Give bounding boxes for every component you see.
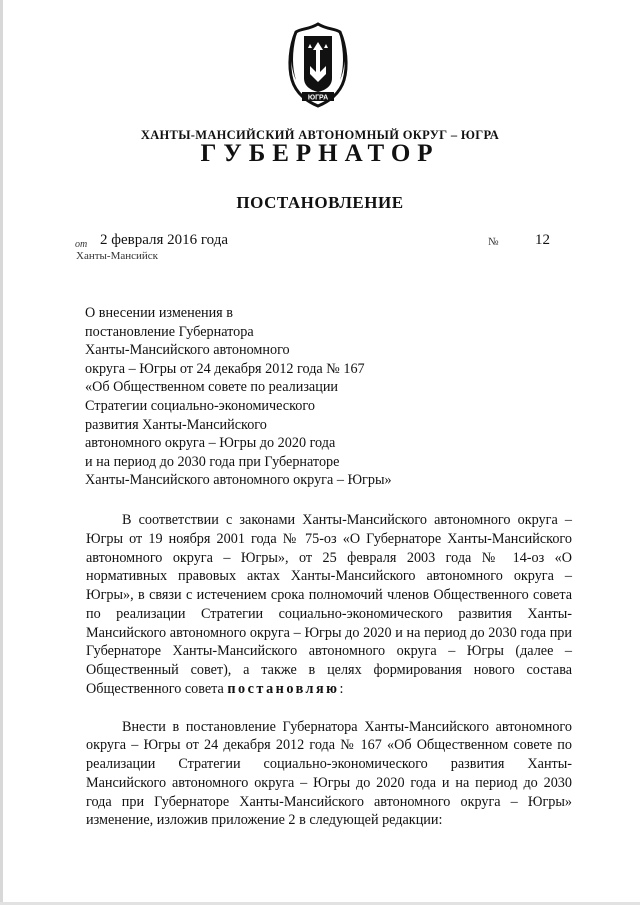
subject-line: О внесении изменения в bbox=[85, 305, 233, 321]
paragraph-1-text: В соответствии с законами Ханты-Мансийского автономного округа – Югры от 19 ноября 2001 года № 75-оз «О Губернаторе Ханты-Мансийского автономного округа – Югры», от 25 февраля 2003 года № 14-оз «О нормативных правовых актах Ханты-Мансийского автономного округа – Югры», в связи с истечением срока полномочий членов Общественного совета по реализации Стратегии социально-экономического развития Ханты-Мансийского автономного округа – Югры до 2020 и на период до 2030 года при Губернаторе Ханты-Мансийского автономного округа – Югры (далее – Общественный совет), а также в целях формирования нового состава Общественного совета bbox=[86, 512, 572, 697]
decree-keyword-punct: : bbox=[339, 680, 344, 697]
body-paragraph-2: Внести в постановление Губернатора Ханты-Мансийского автономного округа – Югры от 24 декабря 2012 года № 167 «Об Общественном совете по реализации Стратегии социально-экономического развития Ханты-Мансийского автономного округа – Югры до 2020 года и на период до 2030 года при Губернаторе Ханты-Мансийского автономного округа – Югры» изменение, изложив приложение 2 в следующей редакции: bbox=[86, 718, 572, 829]
city-name: Ханты-Мансийск bbox=[76, 250, 159, 262]
subject-line: Стратегии социально-экономического bbox=[85, 397, 315, 414]
governor-title: ГУБЕРНАТОР bbox=[200, 140, 440, 167]
body-paragraph-1 bbox=[86, 511, 572, 699]
document-number: 12 bbox=[535, 232, 550, 248]
subject-line: Ханты-Мансийского автономного округа – Югры» bbox=[85, 472, 392, 489]
coat-of-arms-emblem bbox=[282, 22, 354, 108]
document-subject bbox=[85, 304, 505, 490]
subject-line: и на период до 2030 года при Губернаторе bbox=[85, 453, 340, 470]
subject-line: округа – Югры от 24 декабря 2012 года № 167 bbox=[85, 360, 365, 377]
emblem-banner-text: ЮГРА bbox=[307, 94, 329, 102]
document-date: 2 февраля 2016 года bbox=[100, 232, 229, 248]
subject-line: автономного округа – Югры до 2020 года bbox=[85, 435, 336, 452]
document-body bbox=[86, 511, 572, 830]
subject-line: «Об Общественном совете по реализации bbox=[85, 379, 339, 396]
decree-keyword: постановляю bbox=[227, 680, 340, 697]
subject-line: развития Ханты-Мансийского bbox=[85, 416, 267, 433]
date-prefix: от bbox=[75, 239, 88, 250]
document-type: ПОСТАНОВЛЕНИЕ bbox=[236, 193, 404, 212]
subject-line: постановление Губернатора bbox=[85, 323, 254, 340]
subject-line: Ханты-Мансийского автономного bbox=[85, 342, 290, 359]
region-name: ХАНТЫ-МАНСИЙСКИЙ АВТОНОМНЫЙ ОКРУГ – ЮГРА bbox=[140, 128, 500, 142]
number-sign: № bbox=[488, 236, 499, 248]
